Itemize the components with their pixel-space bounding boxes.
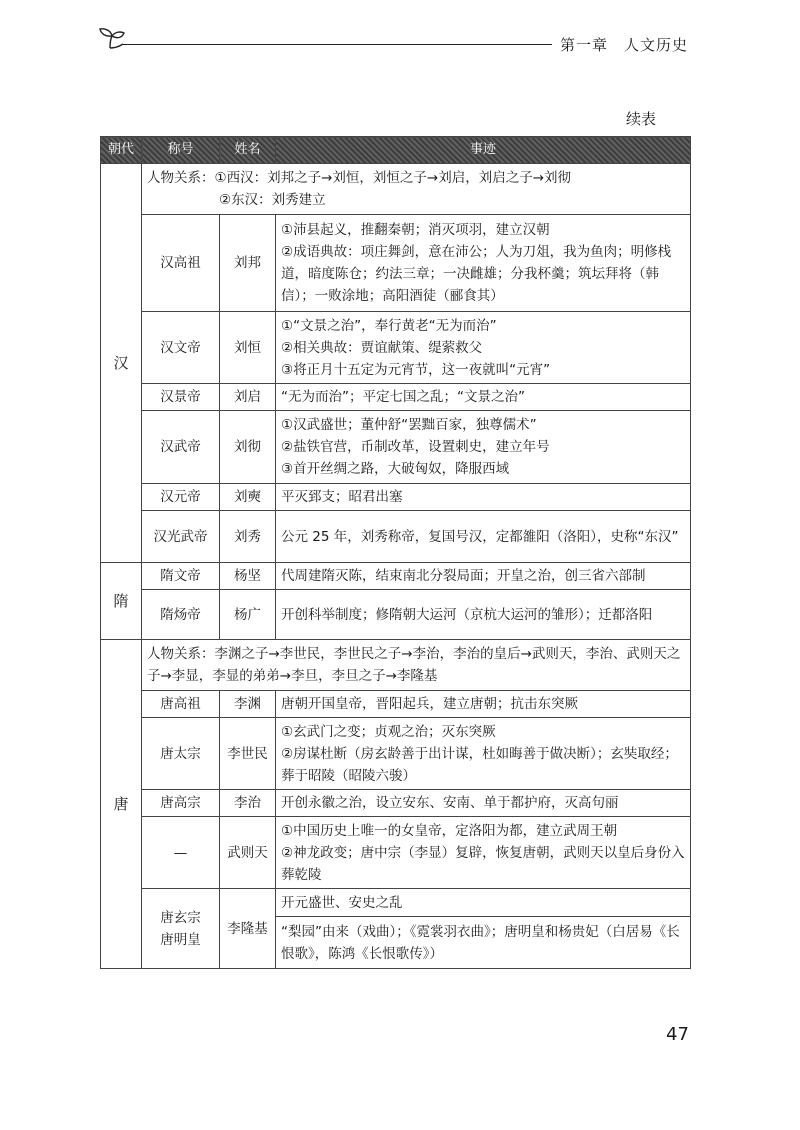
relations-line: 人物关系：①西汉：刘邦之子→刘恒，刘恒之子→刘启，刘启之子→刘彻 xyxy=(147,170,572,186)
name-cell: 刘奭 xyxy=(220,484,276,511)
deed-line: ①中国历史上唯一的女皇帝，定洛阳为都，建立武周王朝 xyxy=(281,822,618,839)
deeds-cell xyxy=(276,563,691,590)
relations-cell xyxy=(142,164,691,215)
title-cell: 汉文帝 xyxy=(142,312,220,384)
sprout-icon xyxy=(96,26,126,50)
header-rule xyxy=(122,44,552,45)
deed-line: 唐朝开国皇帝，晋阳起兵，建立唐朝；抗击东突厥 xyxy=(281,696,578,712)
deed-line: ①汉武盛世；董仲舒“罢黜百家，独尊儒术” xyxy=(281,417,537,433)
table-row xyxy=(101,817,691,889)
dynasty-cell-tang: 唐 xyxy=(101,640,142,969)
deeds-cell xyxy=(276,691,691,718)
title-cell: 隋炀帝 xyxy=(142,590,220,640)
title-cell: 隋文帝 xyxy=(142,563,220,590)
name-cell: 李世民 xyxy=(220,718,276,790)
name-cell: 刘邦 xyxy=(220,215,276,312)
header-deeds: 事迹 xyxy=(276,137,691,164)
name-cell: 刘彻 xyxy=(220,411,276,484)
table-header-row xyxy=(101,137,691,164)
deeds-cell xyxy=(276,384,691,411)
dynasty-cell-sui: 隋 xyxy=(101,563,142,640)
title-cell: 唐高祖 xyxy=(142,691,220,718)
deed-line: “无为而治”；平定七国之乱；“文景之治” xyxy=(281,389,525,405)
table-row xyxy=(101,640,691,691)
table-row xyxy=(101,312,691,384)
deeds-cell xyxy=(276,817,691,889)
name-cell: 李隆基 xyxy=(220,889,276,969)
deed-line: ①沛县起义，推翻秦朝；消灭项羽，建立汉朝 xyxy=(281,222,550,238)
name-cell: 杨广 xyxy=(220,590,276,640)
deed-line: “梨园”由来（戏曲）；《霓裳羽衣曲》；唐明皇和杨贵妃（白居易《长恨歌》，陈鸿《长恨歌传》） xyxy=(281,923,680,962)
title-cell: 汉武帝 xyxy=(142,411,220,484)
deed-line: ①“文景之治”，奉行黄老“无为而治” xyxy=(281,317,497,334)
title-line: 唐明皇 xyxy=(160,931,201,948)
title-cell: 汉高祖 xyxy=(142,215,220,312)
name-cell: 李渊 xyxy=(220,691,276,718)
table-row xyxy=(101,691,691,718)
deed-line: ②神龙政变；唐中宗（李显）复辟，恢复唐朝，武则天以皇后身份入葬乾陵 xyxy=(281,844,685,883)
title-cell: 唐高宗 xyxy=(142,790,220,817)
history-table xyxy=(100,136,691,969)
relations-line: 人物关系：李渊之子→李世民，李世民之子→李治，李治的皇后→武则天，李治、武则天之子→李显，李显的弟弟→李旦，李旦之子→李隆基 xyxy=(147,646,681,684)
deed-line: ②相关典故：贾谊献策、缇萦救父 xyxy=(281,339,483,356)
table-row xyxy=(101,164,691,215)
deed-line: 开创永徽之治，设立安东、安南、单于都护府，灭高句丽 xyxy=(281,795,619,811)
deed-line: 平灭郅支；昭君出塞 xyxy=(281,489,403,505)
table-row xyxy=(101,790,691,817)
deed-line: 开元盛世、安史之乱 xyxy=(281,894,403,911)
deed-line: ③首开丝绸之路，大破匈奴，降服西域 xyxy=(281,461,510,477)
name-cell: 杨坚 xyxy=(220,563,276,590)
table-row xyxy=(101,215,691,312)
name-cell: 李治 xyxy=(220,790,276,817)
table-row xyxy=(101,384,691,411)
chapter-title: 第一章 人文历史 xyxy=(560,36,689,54)
table-row xyxy=(101,563,691,590)
name-cell: 刘启 xyxy=(220,384,276,411)
table-row xyxy=(101,590,691,640)
table-row xyxy=(101,484,691,511)
name-cell: 刘恒 xyxy=(220,312,276,384)
table-row xyxy=(101,411,691,484)
relations-cell xyxy=(142,640,691,691)
deeds-cell xyxy=(276,484,691,511)
table-row xyxy=(101,511,691,563)
continued-label: 续表 xyxy=(626,110,657,128)
title-cell xyxy=(142,889,220,969)
deeds-cell xyxy=(276,718,691,790)
deed-line: 公元 25 年，刘秀称帝，复国号汉，定都雒阳（洛阳），史称“东汉” xyxy=(281,528,679,545)
deeds-cell xyxy=(276,511,691,563)
title-line: 唐玄宗 xyxy=(160,909,201,926)
relations-line: ②东汉：刘秀建立 xyxy=(219,192,326,208)
deed-line: 代周建隋灭陈，结束南北分裂局面；开皇之治，创三省六部制 xyxy=(281,568,646,584)
deed-line: ②房谋杜断（房玄龄善于出计谋，杜如晦善于做决断）；玄奘取经；葬于昭陵（昭陵六骏） xyxy=(281,745,678,784)
deeds-cell xyxy=(276,790,691,817)
page-number: 47 xyxy=(666,1024,689,1045)
dynasty-cell-han: 汉 xyxy=(101,164,142,563)
header-dynasty: 朝代 xyxy=(101,137,142,164)
deed-line: ①玄武门之变；贞观之治；灭东突厥 xyxy=(281,723,496,740)
table-row xyxy=(101,718,691,790)
header-title: 称号 xyxy=(142,137,220,164)
deeds-cell xyxy=(276,215,691,312)
title-cell: 唐太宗 xyxy=(142,718,220,790)
deed-line: ③将正月十五定为元宵节，这一夜就叫“元宵” xyxy=(281,361,551,378)
name-cell: 武则天 xyxy=(220,817,276,889)
header-name: 姓名 xyxy=(220,137,276,164)
name-cell: 刘秀 xyxy=(220,511,276,563)
deeds-cell xyxy=(276,312,691,384)
title-cell: 汉元帝 xyxy=(142,484,220,511)
title-cell: 汉光武帝 xyxy=(142,511,220,563)
deed-line: ②盐铁官营，币制改革，设置刺史，建立年号 xyxy=(281,439,550,455)
deeds-cell xyxy=(276,917,691,969)
deeds-cell xyxy=(276,889,691,917)
table-row xyxy=(101,889,691,917)
title-cell: 汉景帝 xyxy=(142,384,220,411)
deed-line: 开创科举制度；修隋朝大运河（京杭大运河的雏形）；迁都洛阳 xyxy=(281,606,653,623)
deed-line: ②成语典故：项庄舞剑，意在沛公；人为刀俎，我为鱼肉；明修栈道，暗度陈仓；约法三章；一决雌雄；分我杯羹；筑坛拜将（韩信）；一败涂地；高阳酒徒（郦食其） xyxy=(281,244,672,304)
title-cell: — xyxy=(142,817,220,889)
deeds-cell xyxy=(276,411,691,484)
deeds-cell xyxy=(276,590,691,640)
